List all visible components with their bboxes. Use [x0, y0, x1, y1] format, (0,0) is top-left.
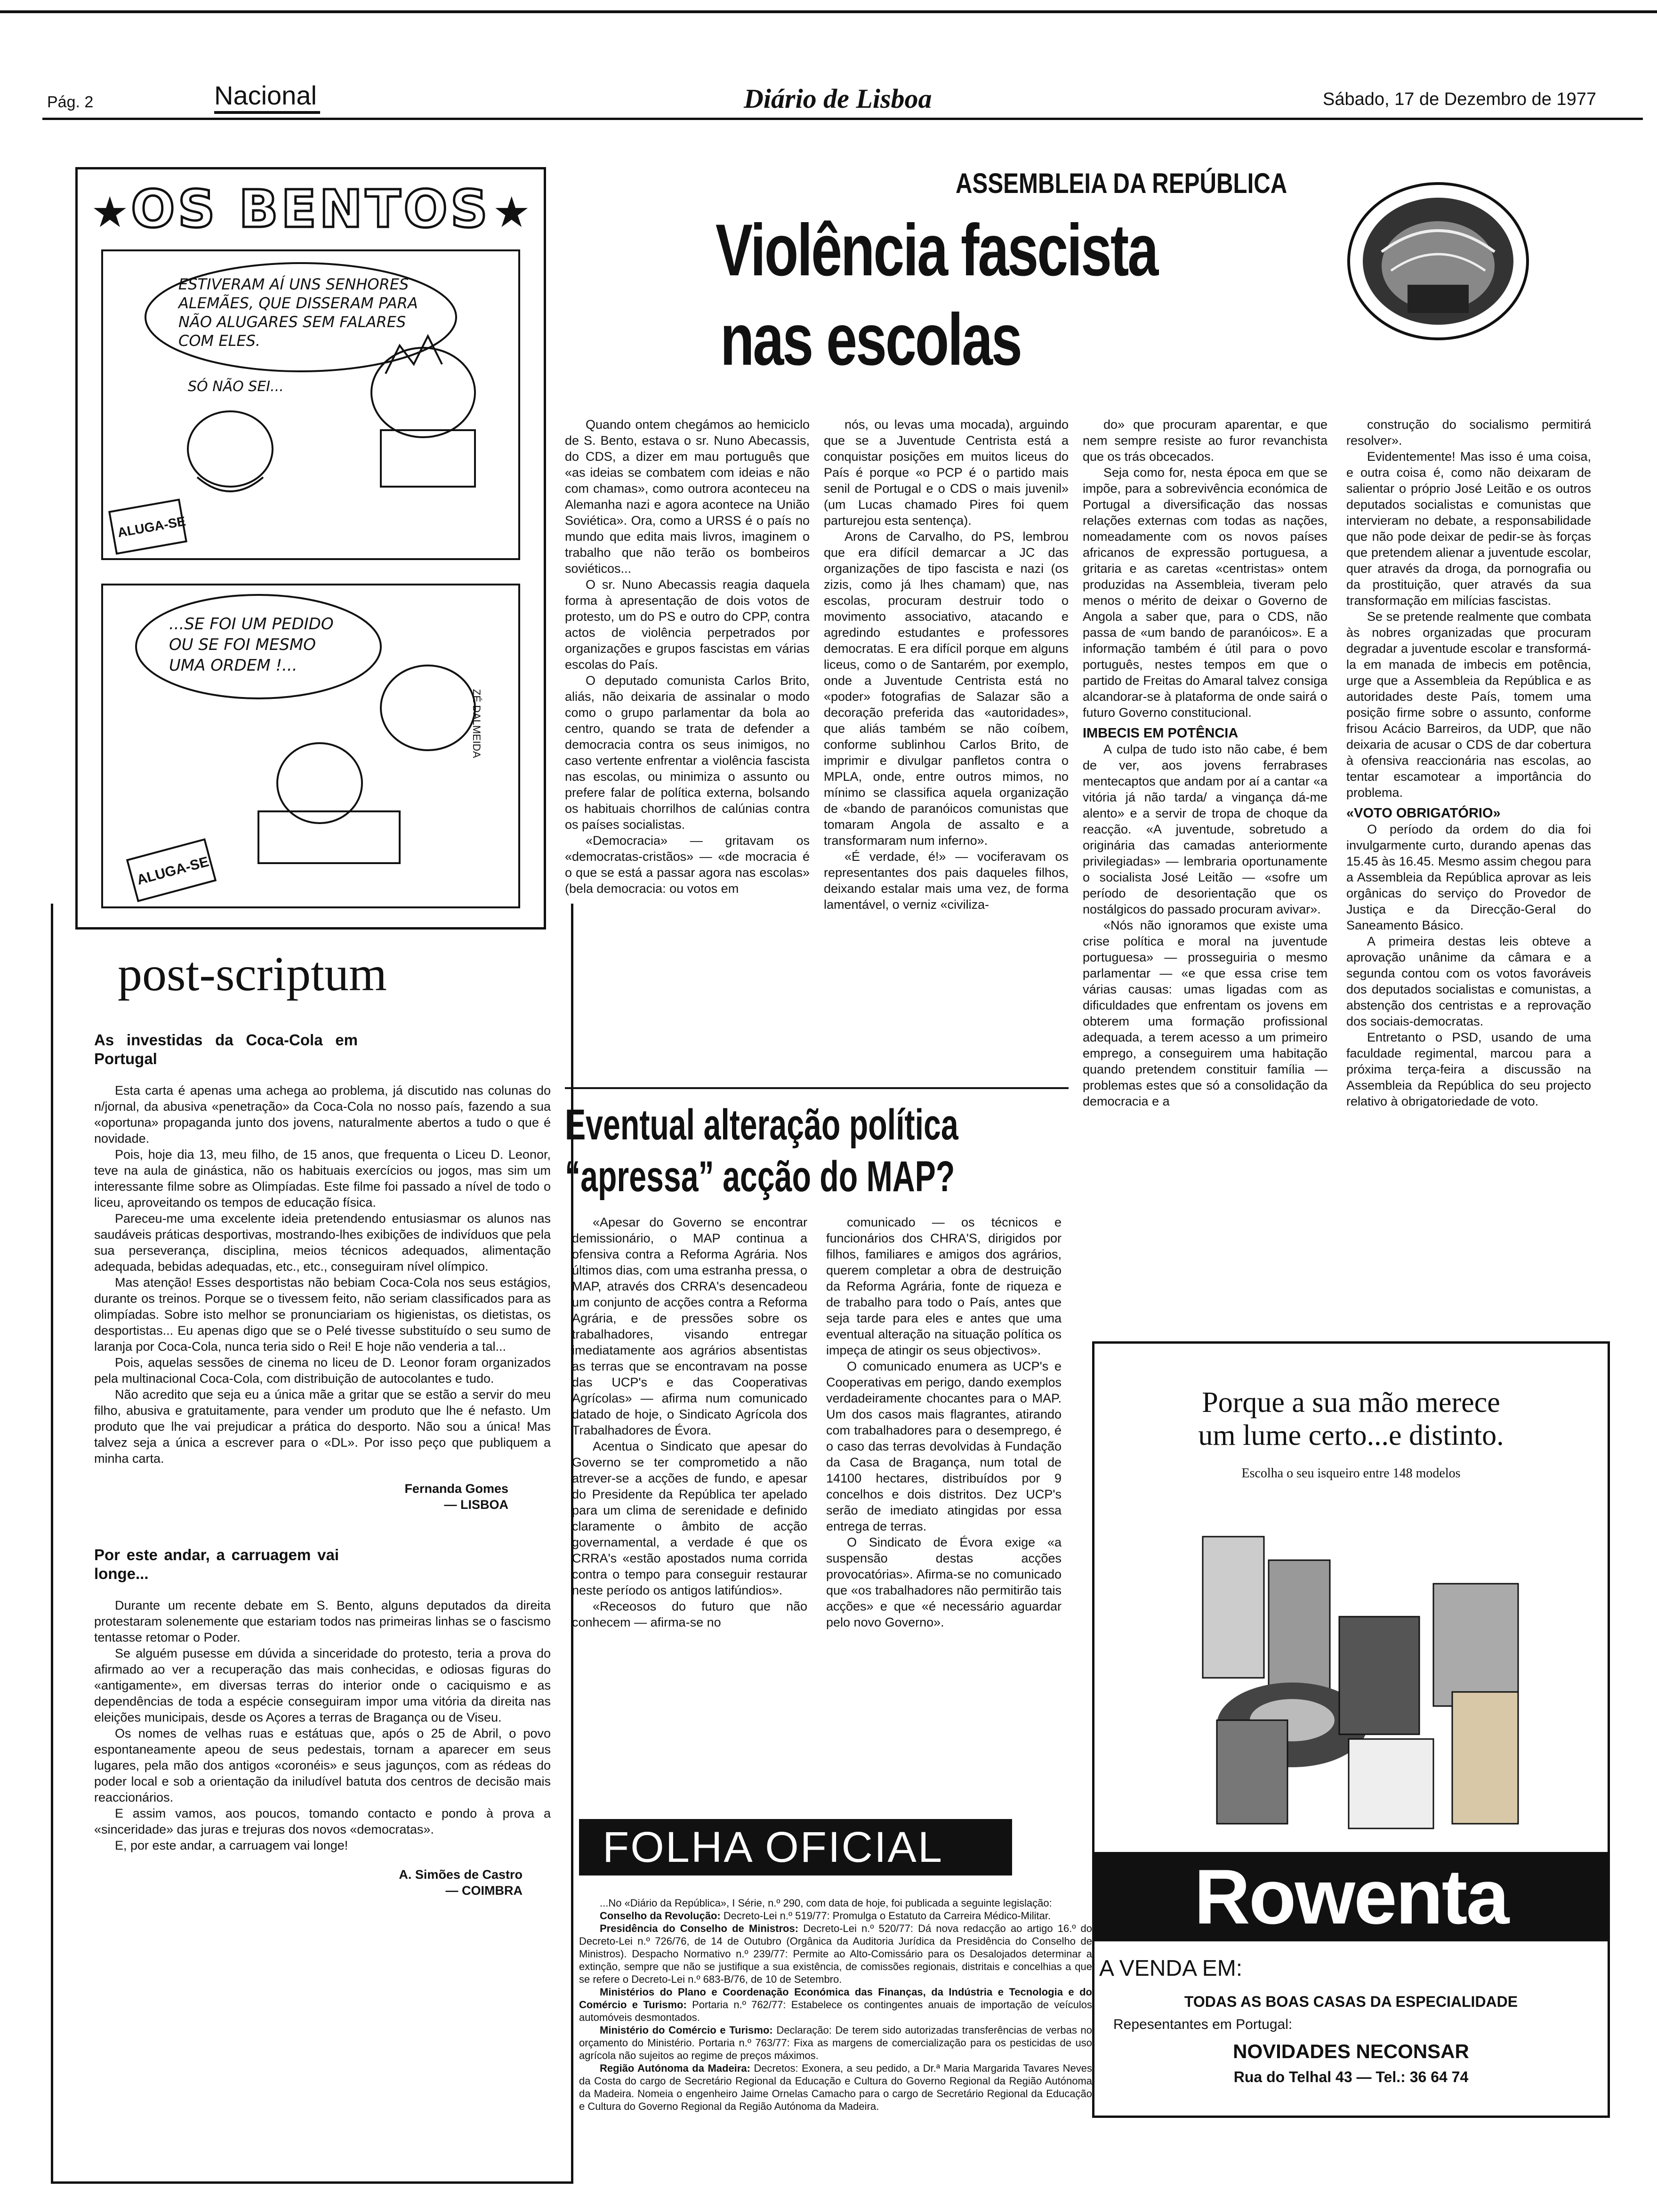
- letter1-author: Fernanda Gomes: [404, 1482, 508, 1496]
- postscriptum-letters: [94, 1026, 551, 2165]
- letter1-para: Pois, aquelas sessões de cinema no liceu de D. Leonor foram organizados pela multinacional Coca-Cola, com distribuição de autocolantes e tudo.: [94, 1355, 551, 1386]
- ad-address: Rua do Telhal 43 — Tel.: 36 64 74: [1233, 2068, 1469, 2085]
- section-label: Nacional: [214, 80, 317, 110]
- map-headline-1: Eventual alteração política: [565, 1101, 958, 1149]
- assembleia-kicker: ASSEMBLEIA DA REPÚBLICA: [956, 168, 1287, 199]
- folha-item: Região Autónoma da Madeira: Decretos: Exonera, a seu pedido, a Dr.ª Maria Margarida Tavares Neves da Costa do cargo de Secretário Regional da Educação e Cultura do Governo Regional da Região Autónoma da Madeira. Nomeia o engenheiro Jaime Ornelas Camacho para o cargo de Secretário Regional da Educação e Cultura do Governo Regional da Região Autónoma da Madeira.: [579, 2062, 1092, 2112]
- map-col-1: [572, 1214, 807, 1784]
- article-paragraph: construção do socialismo permitirá resolver».: [1346, 417, 1591, 448]
- subheading-imbecis: IMBECIS EM POTÊNCIA: [1083, 726, 1239, 741]
- page-number: Pág. 2: [47, 93, 94, 111]
- hemicycle-photo: [1346, 181, 1530, 341]
- ad-caption: Escolha o seu isqueiro entre 148 modelos: [1241, 1466, 1461, 1481]
- letter2-para: Se alguém pusesse em dúvida a sinceridade do protesto, teria a prova do afirmado ao ver a recuperação das mais conhecidas, e odiosas figuras do «antigamente», em diversas terras do interior onde o caciquismo e as dependências de toda a espécie conseguiram impor uma vitória da direita nas eleições municipais, desde os Açores a terras de Bragança ou de Viseu.: [94, 1646, 551, 1724]
- postscriptum-heading: post-scriptum: [118, 947, 387, 1001]
- speech-bubble-2: ...SE FOI UM PEDIDO OU SE FOI MESMO UMA ORDEM !...: [169, 615, 334, 675]
- letter1-title: As investidas da Coca-Cola em Portugal: [94, 1031, 358, 1067]
- article-paragraph: Seja como for, nesta época em que se impõe, para a sobrevivência económica de Portugal a diversificação das nossas relações externas com todas as nações, nomeadamente com os novos países africanos de expressão portuguesa, a gritaria e as caretas «centristas» ontem produzidas na Assembleia, tiveram pelo menos o mérito de deixar o Governo de Angola a saber que, para o CDS, não passa de «um bando de paranóicos». E a informação também é útil para o povo português, nestes tempos em que o partido de Freitas do Amaral talvez consiga alcandorar-se à plataforma de onde sairá o futuro Governo constitucional.: [1083, 465, 1327, 720]
- article-paragraph: «Democracia» — gritavam os «democratas-cristãos» — «de mocracia é o que se está a passar agora nas escolas» (bela democracia: ou votos em: [565, 834, 810, 896]
- section-underline: [214, 111, 320, 114]
- letter1-para: Mas atenção! Esses desportistas não bebiam Coca-Cola nos seus estágios, durante os treinos. Porque se o tivessem feito, não seriam classificados para as olimpíadas. Sobre isto melhor se pronunciariam os higienistas, os dietistas, os desportistas... Eu apenas digo que se o Pelé tivesse substituído o seu sumo de laranja por Coca-Cola, nunca teria sido o Rei! E hoje não venderia a tal...: [94, 1275, 551, 1354]
- article-paragraph: Se se pretende realmente que combata às nobres organizadas que procuram degradar a juventude escolar e transformá-la em manada de imbecis em potência, urge que a Assembleia da República e as autoridades deste País, tomem uma posição firme sobre o assunto, conforme frisou Acácio Barreiros, da UDP, que não deixaria de acusar o CDS de dar cobertura à ofensiva reaccionária nas escolas, ao tentar escamotear a importância do problema.: [1346, 609, 1591, 800]
- letter1-para: Esta carta é apenas uma achega ao problema, já discutido nas colunas do n/jornal, da abusiva «penetração» da Coca-Cola no nosso país, fazendo a sua «oportuna» propaganda junto dos jovens, naturalmente abertos a tudo o que é novidade.: [94, 1083, 551, 1146]
- folha-item: Presidência do Conselho de Ministros: Decreto-Lei n.º 520/77: Dá nova redacção ao artigo 16.º do Decreto-Lei n.º 726/76, de 14 de Outubro (Orgânica da Auditoria Jurídica da Presidência do Conselho de Ministros). Despacho Normativo n.º 239/77: Permite ao Alto-Comissário para os Desalojados determinar a extinção, sempre que não se justifique a sua existência, de comissões regionais, distritais e concelhias a que se refere o Decreto-Lei n.º 683-B/76, de 10 de Setembro.: [579, 1923, 1092, 1985]
- ad-headline-2: um lume certo...e distinto.: [1198, 1419, 1504, 1451]
- letter2-para: Os nomes de velhas ruas e estátuas que, após o 25 de Abril, o povo espontaneamente apeou de seus pedestais, tornam a aparecer em seus lugares, pela mão dos antigos «coronéis» e seus jagunços, com as rédeas do poder local e sob a orientação da iniludível batuta dos centros de decisão mais reaccionários.: [94, 1726, 551, 1804]
- speech-bubble-1: ESTIVERAM AÍ UNS SENHORES ALEMÃES, QUE DISSERAM PARA NÃO ALUGARES SEM FALARES COM ELES.: [178, 275, 418, 350]
- assembleia-col-1: [565, 417, 810, 1080]
- sign-aluga-se-2: ALUGA-SE: [135, 854, 211, 888]
- star-icon: ★: [492, 189, 531, 236]
- lighters-photo: [1151, 1504, 1556, 1843]
- article-paragraph: «Apesar do Governo se encontrar demissionário, o MAP continua a ofensiva contra a Reforma Agrária. Nos últimos dias, com uma estranha pressa, o MAP, através dos CRRA's desencadeou um conjunto de acções contra a Reforma Agrária, e de pressões sobre os trabalhadores, visando entregar imediatamente aos agrários absentistas as terras que se encontravam na posse das UCP's e das Cooperativas Agrícolas» — afirma num comunicado datado de hoje, o Sindicato Agrícola dos Trabalhadores de Évora.: [572, 1215, 807, 1437]
- letter2-para: E, por este andar, a carruagem vai longe!: [115, 1838, 348, 1852]
- cartoon-panel-1: [101, 249, 520, 560]
- article-paragraph: A primeira destas leis obteve a aprovação unânime da câmara e a segunda contou com os votos favoráveis dos deputados socialistas e comunistas, a abstenção dos centristas e a reprovação dos sociais-democratas.: [1346, 934, 1591, 1028]
- ad-company: NOVIDADES NECONSAR: [1233, 2040, 1469, 2062]
- assembleia-col-4: [1346, 417, 1591, 1306]
- rowenta-logo: Rowenta: [1094, 1852, 1608, 1941]
- article-paragraph: O Sindicato de Évora exige «a suspensão destas acções provocatórias». Afirma-se no comunicado que «os trabalhadores não permitirão tais acções» e que «é necessário aguardar pelo novo Governo».: [826, 1535, 1062, 1629]
- ad-headline-1: Porque a sua mão merece: [1202, 1387, 1500, 1419]
- article-paragraph: Quando ontem chegámos ao hemiciclo de S. Bento, estava o sr. Nuno Abecassis, do CDS, a dizer em mau português que «as ideias se combatem com ideias e não com chamas», como outrora aconteceu na Alemanha nazi e agora acontece na União Soviética». Ora, como a URSS é o país no mundo que edita mais livros, imaginem o trabalho que não terão os bombeiros soviéticos...: [565, 417, 810, 576]
- letter2-title: Por este andar, a carruagem vai longe...: [94, 1546, 339, 1582]
- letter1-para: Pareceu-me uma excelente ideia pretendendo entusiasmar os alunos nas saudáveis práticas desportivas, mostrando-lhes exibições de indivíduos que pela sua perseverança, disciplina, meios técnicos adequados, alimentação adequada, bebidas adequadas, etc., etc., conseguiram nível olímpico.: [94, 1211, 551, 1274]
- folha-item: Ministério do Comércio e Turismo: Declaração: De terem sido autorizadas transferências de verbas no orçamento do Ministério. Portaria n.º 763/77: Fixa as margens de comercialização para os pesticidas de uso agrícola não sujeitos ao regime de preços máximos.: [579, 2024, 1092, 2061]
- folha-oficial-title: FOLHA OFICIAL: [579, 1819, 1012, 1875]
- masthead-date: Sábado, 17 de Dezembro de 1977: [1323, 89, 1596, 109]
- ad-shops: TODAS AS BOAS CASAS DA ESPECIALIDADE: [1184, 1993, 1518, 2010]
- article-paragraph: «Receosos do futuro que não conhecem — afirma-se no: [572, 1599, 807, 1629]
- top-rule: [0, 10, 1657, 13]
- ad-representatives: Repesentantes em Portugal:: [1113, 2017, 1293, 2032]
- cartoon-frame: [75, 167, 546, 930]
- letter2-para: E assim vamos, aos poucos, tomando contacto e pondo à prova a «sinceridade» das juras e trejuras dos novos «democratas».: [94, 1806, 551, 1836]
- assembleia-headline-1: Violência fascista: [716, 209, 1158, 291]
- subheading-voto: «VOTO OBRIGATÓRIO»: [1346, 806, 1501, 821]
- article-paragraph: Evidentemente! Mas isso é uma coisa, e outra coisa é, como não deixaram de salientar o próprio José Leitão e os outros deputados socialistas e comunistas que intervieram no debate, a responsabilidade que não pode deixar de pedir-se às forças que pretendem alienar a juventude escolar, quer através da droga, da pornografia ou da prostituição, quer através da sua transformação em milícias fascistas.: [1346, 449, 1591, 608]
- article-paragraph: «É verdade, é!» — vociferavam os representantes dos pais daqueles filhos, deixando estalar mais uma vez, de forma lamentável, o verniz «civiliza-: [824, 850, 1069, 912]
- map-col-2: [826, 1214, 1062, 1784]
- article-paragraph: O sr. Nuno Abecassis reagia daquela forma à apresentação de dois votos de protesto, um do PS e outro do CPP, contra actos de violência perpetrados por organizações e grupos fascistas em várias escolas do País.: [565, 577, 810, 672]
- rowenta-advert: [1092, 1341, 1610, 2118]
- folha-oficial-text: [579, 1897, 1092, 2198]
- cartoon-signature: ZÉ DALMEIDA: [471, 689, 483, 758]
- article-paragraph: comunicado — os técnicos e funcionários dos CHRA'S, dirigidos por filhos, familiares e amigos dos agrários, querem completar a obra de destruição da Reforma Agrária, fonte de riqueza e de trabalho para todo o País, antes que seja tarde para eles e antes que uma eventual alteração na situação política os impeça de atingir os seus objectivos».: [826, 1215, 1062, 1357]
- article-paragraph: Arons de Carvalho, do PS, lembrou que era difícil demarcar a JC das organizações de tipo fascista e nazi (os zizis, como já lhes chamam) que, nas escolas, procuram destruir todo o movimento associativo, atacando e agredindo estudantes e professores democratas. E era difícil porque em alguns liceus, como o de Santarém, por exemplo, onde a Juventude Centrista está no «poder» fotografias de Salazar são a decoração preferida das «autoridades», que aliás também se não coíbem, conforme sublinhou Carlos Brito, de imprimir e divulgar panfletos contra o MPLA, onde, entre outros mimos, no mínimo se classifica aquela organização de «bando de paranóicos comunistas que tomaram Angola de assalto e a transformaram num inferno».: [824, 529, 1069, 848]
- article-paragraph: do» que procuram aparentar, e que nem sempre resiste ao furor revanchista que os trás obcecados.: [1083, 417, 1327, 464]
- article-paragraph: nós, ou levas uma mocada), arguindo que se a Juventude Centrista está a conquistar posições em muitos liceus do País é porque «o PCP é o partido mais senil de Portugal e o CDS o mais juvenil» (um Lucas chamado Pires foi quem parturejou esta sentença).: [824, 417, 1069, 528]
- speech-reply-1: SÓ NÃO SEI...: [188, 378, 284, 395]
- letter1-para: Pois, hoje dia 13, meu filho, de 15 anos, que frequenta o Liceu D. Leonor, teve na aula de ginástica, não os habituais exercícios ou jogos, mas sim um interessante filme sobre as Olimpíadas. Este filme foi passado a nível de todo o liceu, aproveitando os tempos de educação física.: [94, 1147, 551, 1210]
- article-paragraph: Acentua o Sindicato que apesar do Governo se ter comprometido a não atrever-se a acções de fundo, e apesar do Presidente da República ter apelado para um clima de serenidade e definido claramente o âmbito de acção governamental, a verdade é que os CRRA's «estão apostados numa corrida contra o tempo para conseguir restaurar neste período os antigos latifúndios».: [572, 1439, 807, 1597]
- letter1-para: Não acredito que seja eu a única mãe a gritar que se estão a servir do meu filho, abusiva e gratuitamente, para vender um produto que lhe é nefasto. Um produto que lhe vai prejudicar a prática do desporto. Não sou a única! Mas talvez seja a única a escrever para o «DL». Por isso peço que publiquem a minha carta.: [94, 1387, 551, 1466]
- letter2-city: — COIMBRA: [445, 1883, 523, 1898]
- assembleia-col-2: [824, 417, 1069, 1080]
- map-headline-2: “apressa” acção do MAP?: [565, 1153, 955, 1201]
- cartoon-title: ★ OS BENTOS ★: [90, 179, 531, 239]
- article-paragraph: O deputado comunista Carlos Brito, aliás, não deixaria de assinalar o modo como o grupo parlamentar da bola ao centro, quando se trata de defender a democracia contra os seus inimigos, no caso vertente enfrentar a violência fascista nas escolas, ou minimiza o assunto ou prefere falar de política externa, bolsando os habituais chorrilhos de calúnias contra os países socialistas.: [565, 673, 810, 832]
- masthead-rule: [42, 118, 1643, 120]
- sign-aluga-se-1: ALUGA-SE: [116, 513, 187, 540]
- assembleia-headline-2: nas escolas: [720, 299, 1021, 381]
- star-icon: ★: [90, 189, 129, 236]
- article-paragraph: O comunicado enumera as UCP's e Cooperativas em perigo, dando exemplos verdadeiramente chocantes para o MAP. Um dos casos mais flagrantes, atirando com trabalhadores para o desemprego, é o caso das terras devolvidas à Fundação da Casa de Bragança, num total de 14100 hectares, distribuídos por 9 concelhos e dois distritos. Dez UCP's serão de imediato atingidas por essa entrega de terras.: [826, 1359, 1062, 1533]
- folha-intro: ...No «Diário da República», I Série, n.º 290, com data de hoje, foi publicada a seguinte legislação:: [600, 1897, 1052, 1909]
- article-paragraph: «Nós não ignoramos que existe uma crise política e moral na juventude portuguesa» — prosseguiria o mesmo parlamentar — «e que essa crise tem várias causas: umas ligadas com as dificuldades que enfrentam os jovens em obterem uma formação profissional adequada, a terem acesso a um primeiro emprego, a conseguirem uma habitação quando pretendem constituir família — problemas estes que só a consolidação da democracia e a: [1083, 918, 1327, 1108]
- article-paragraph: O período da ordem do dia foi invulgarmente curto, durando apenas das 15.45 às 16.45. Mesmo assim chegou para a Assembleia da República aprovar as leis orgânicas do serviço do Provedor de Justiça e da Direcção-Geral do Saneamento Básico.: [1346, 822, 1591, 932]
- assembleia-col-3: [1083, 417, 1327, 1306]
- letter2-para: Durante um recente debate em S. Bento, alguns deputados da direita protestaram solenemente que estariam todos nas primeiras linhas se o fascismo tentasse retomar o Poder.: [94, 1598, 551, 1644]
- article-paragraph: A culpa de tudo isto não cabe, é bem de ver, aos jovens ferrabrases mentecaptos que andam por aí a cantar «a vitória já não tarda/ a vingança dá-me alento» e a servir de tropa de choque da reacção. «A juventude, sobretudo a originária das camadas anteriormente privilegiadas» — lembraria oportunamente o socialista José Leitão — «sofre um período de desorientação que os nostálgicos do passado procuram avivar».: [1083, 742, 1327, 916]
- article-divider: [565, 1087, 1069, 1089]
- letter2-author: A. Simões de Castro: [399, 1867, 523, 1882]
- article-paragraph: Entretanto o PSD, usando de uma faculdade regimental, marcou para a próxima terça-feira a discussão na Assembleia da República do seu projecto relativo à obrigatoriedade de voto.: [1346, 1030, 1591, 1108]
- masthead-title: Diário de Lisboa: [744, 83, 932, 114]
- folha-item: Conselho da Revolução: Decreto-Lei n.º 519/77: Promulga o Estatuto da Carreira Médico-Militar.: [600, 1910, 1051, 1922]
- folha-item: Ministérios do Plano e Coordenação Económica das Finanças, da Indústria e Tecnologia e do Comércio e Turismo: Portaria n.º 762/77: Estabelece os contingentes anuais de importação de veículos automóveis desmontados.: [579, 1986, 1092, 2023]
- ad-sale-label: A VENDA EM:: [1099, 1956, 1243, 1981]
- letter1-city: — LISBOA: [444, 1498, 508, 1512]
- cartoon-panel-2: [101, 584, 520, 908]
